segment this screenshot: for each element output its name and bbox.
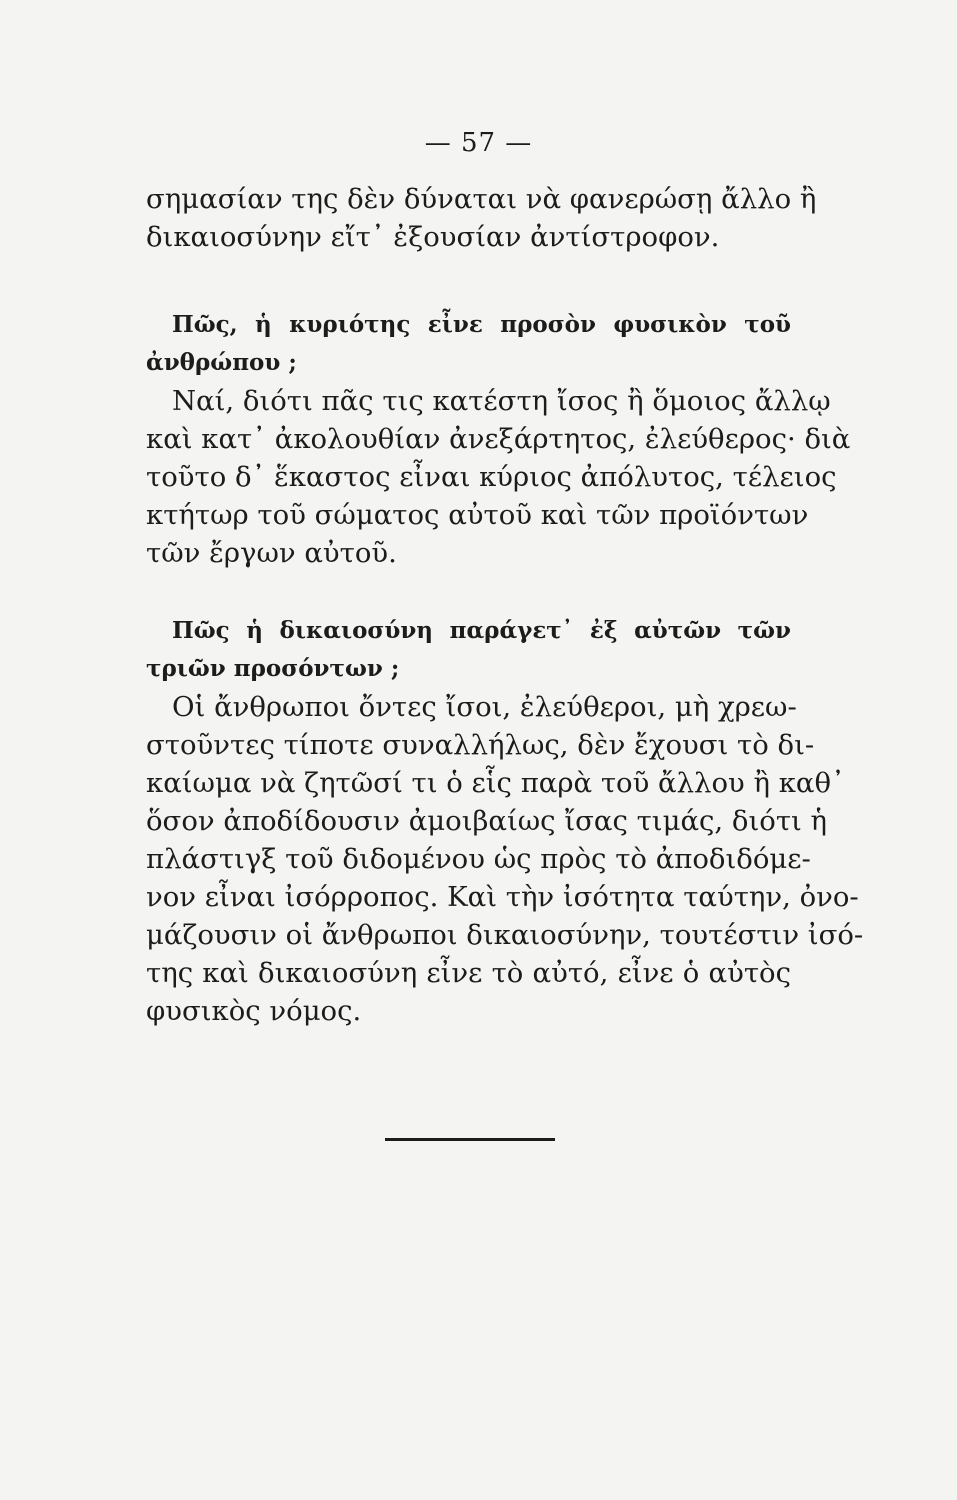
question-answer-section-1 [146, 306, 851, 572]
question-answer-section-2 [146, 612, 864, 1030]
question-line: Πῶς ἡ δικαιοσύνη παράγετ᾽ ἐξ αὐτῶν τῶν [172, 617, 791, 644]
section-divider-rule [385, 1138, 555, 1141]
text-line: καίωμα νὰ ζητῶσί τι ὁ εἷς παρὰ τοῦ ἄλλου ἢ καθ᾽ [146, 767, 845, 799]
text-line: κτήτωρ τοῦ σώματος αὐτοῦ καὶ τῶν προϊόντων [146, 499, 809, 531]
question-heading [146, 306, 791, 382]
question-line: ἀνθρώπου ; [146, 349, 297, 376]
text-line: της καὶ δικαιοσύνη εἶνε τὸ αὐτό, εἶνε ὁ αὐτὸς [146, 957, 791, 989]
text-line: στοῦντες τίποτε συναλλήλως, δὲν ἔχουσι τὸ δι- [146, 729, 815, 761]
page-number: — 57 — [424, 128, 533, 158]
text-line: Ναί, διότι πᾶς τις κατέστη ἴσος ἢ ὅμοιος ἄλλῳ [172, 385, 831, 417]
text-line: τοῦτο δ᾽ ἕκαστος εἶναι κύριος ἀπόλυτος, τέλειος [146, 461, 837, 493]
text-line: φυσικὸς νόμος. [146, 995, 362, 1027]
text-line: καὶ κατ᾽ ἀκολουθίαν ἀνεξάρτητος, ἐλεύθερος· διὰ [146, 423, 851, 455]
answer-paragraph [146, 382, 851, 572]
answer-paragraph [146, 688, 864, 1030]
question-line: τριῶν προσόντων ; [146, 655, 400, 682]
text-line: Οἱ ἄνθρωποι ὄντες ἴσοι, ἐλεύθεροι, μὴ χρεω- [172, 691, 797, 723]
text-line: δικαιοσύνην εἴτ᾽ ἐξουσίαν ἀντίστροφον. [146, 221, 720, 253]
paragraph-continuation [146, 180, 817, 256]
text-line: τῶν ἔργων αὐτοῦ. [146, 537, 397, 569]
text-line: ὅσον ἀποδίδουσιν ἀμοιβαίως ἴσας τιμάς, διότι ἡ [146, 805, 828, 837]
text-line: μάζουσιν οἱ ἄνθρωποι δικαιοσύνην, τουτέστιν ἰσό- [146, 919, 864, 951]
question-heading [146, 612, 791, 688]
text-line: σημασίαν της δὲν δύναται νὰ φανερώσῃ ἄλλο ἢ [146, 183, 817, 215]
question-line: Πῶς, ἡ κυριότης εἶνε προσὸν φυσικὸν τοῦ [172, 311, 791, 338]
text-line: νον εἶναι ἰσόρροπος. Καὶ τὴν ἰσότητα ταύτην, ὀνο- [146, 881, 859, 913]
text-line: πλάστιγξ τοῦ διδομένου ὡς πρὸς τὸ ἀποδιδόμε- [146, 843, 811, 875]
